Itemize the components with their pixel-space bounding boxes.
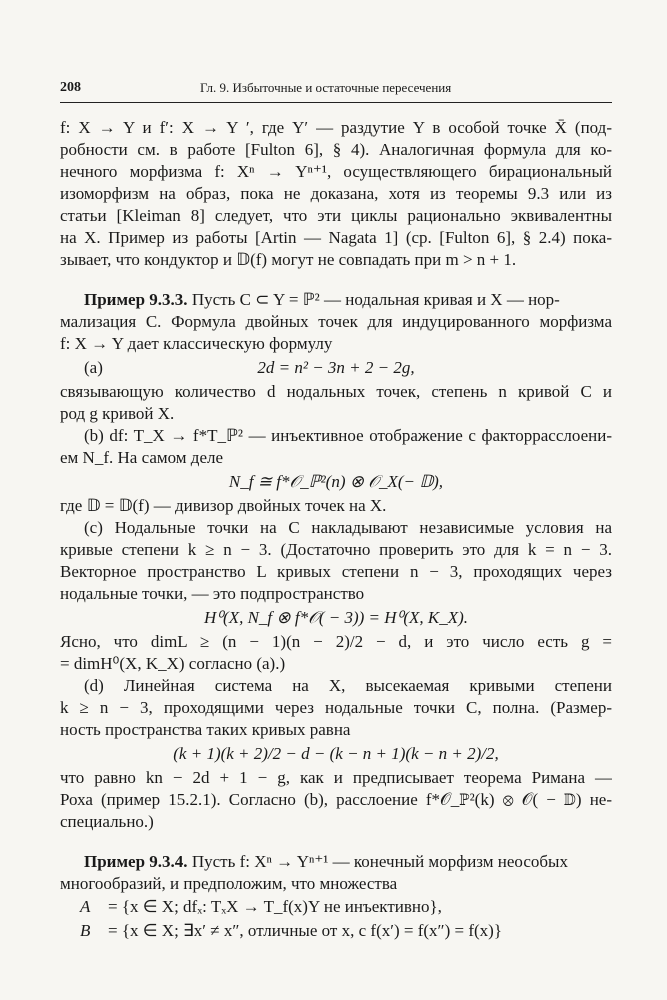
- text-line: что равно kn − 2d + 1 − g, как и предписывает теорема Римана —: [60, 768, 612, 787]
- example-title: Пример 9.3.4.: [84, 852, 188, 871]
- text-line: Пример 9.3.4. Пусть f: Xⁿ → Yⁿ⁺¹ — конечный морфизм неособых: [84, 852, 568, 871]
- text-line: нечного морфизма f: Xⁿ → Yⁿ⁺¹, осуществляющего бирациональный: [60, 162, 612, 181]
- text-line: ность пространства таких кривых равна: [60, 720, 351, 739]
- text-line: Роха (пример 15.2.1). Согласно (b), расслоение f*𝒪_ℙ²(k) ⊗ 𝒪( − 𝔻) не-: [60, 790, 612, 809]
- running-head: Гл. 9. Избыточные и остаточные пересечения: [200, 80, 452, 95]
- text-line: f: X → Y дает классическую формулу: [60, 334, 333, 353]
- text-line: = dimH⁰(X, K_X) согласно (a).): [60, 654, 286, 673]
- text-line: мализация C. Формула двойных точек для индуцированного морфизма: [60, 312, 612, 331]
- set-label: B: [80, 921, 91, 940]
- example-9-3-3: [60, 289, 612, 833]
- text-line: многообразий, и предположим, что множества: [60, 874, 398, 893]
- text-line: зывает, что кондуктор и 𝔻(f) могут не совпадать при m > n + 1.: [60, 250, 517, 269]
- text-line: k ≥ n − 3, проходящими через нодальные точки C, полна. (Размер-: [60, 698, 612, 717]
- text-line: (b) df: T_X → f*T_ℙ² — инъективное отображение с факторрасслоени-: [84, 426, 612, 445]
- text-line: род g кривой X.: [60, 404, 175, 423]
- example-9-3-4: [60, 851, 612, 943]
- page-body: [60, 117, 612, 943]
- text-line: (c) Нодальные точки на C накладывают независимые условия на: [84, 518, 612, 537]
- text-line: f: X → Y и f′: X → Y ′, где Y′ — раздутие Y в особой точке X̄ (под-: [60, 118, 612, 137]
- intro-paragraph: [60, 117, 612, 271]
- text-line: ем N_f. На самом деле: [60, 448, 224, 467]
- text-line: Ясно, что dimL ≥ (n − 1)(n − 2)/2 − d, и это число есть g =: [60, 632, 612, 651]
- set-label: A: [80, 897, 91, 916]
- page-number: 208: [60, 80, 81, 95]
- set-a-definition: [60, 895, 612, 919]
- text-line: на X. Пример из работы [Artin — Nagata 1] (ср. [Fulton 6], § 2.4) пока-: [60, 228, 612, 247]
- text-line: статьи [Kleiman 8] следует, что эти циклы рационально эквивалентны: [60, 206, 612, 225]
- text-line: нодальные точки, — это подпространство: [60, 584, 365, 603]
- equation-d: (k + 1)(k + 2)/2 − d − (k − n + 1)(k − n + 2)/2,: [173, 744, 499, 763]
- equation-b: N_f ≅ f*𝒪_ℙ²(n) ⊗ 𝒪_X(− 𝔻),: [228, 472, 444, 491]
- example-title: Пример 9.3.3.: [84, 290, 188, 309]
- formula: 2d = n² − 3n + 2 − 2g,: [257, 358, 415, 377]
- set-formula: = {x ∈ X; ∃x′ ≠ x″, отличные от x, с f(x′) = f(x″) = f(x)}: [108, 921, 502, 940]
- equation-tag: (a): [84, 358, 103, 377]
- text-line: специально.): [60, 812, 154, 831]
- set-b-definition: [60, 919, 612, 943]
- page-header: [60, 80, 612, 103]
- text-line: где 𝔻 = 𝔻(f) — дивизор двойных точек на X.: [60, 496, 387, 515]
- text-line: кривые степени k ≥ n − 3. (Достаточно проверить это для k = n − 3.: [60, 540, 612, 559]
- text-line: Векторное пространство L кривых степени n − 3, проходящих через: [60, 562, 612, 581]
- equation-a: [60, 355, 612, 381]
- equation-c: H⁰(X, N_f ⊗ f*𝒪( − 3)) = H⁰(X, K_X).: [203, 608, 469, 627]
- text-line: изоморфизм на образ, пока не доказана, хотя из теоремы 9.3 или из: [60, 184, 612, 203]
- text-line: Пример 9.3.3. Пусть C ⊂ Y = ℙ² — нодальная кривая и X — нор-: [84, 290, 560, 309]
- text-line: связывающую количество d нодальных точек, степень n кривой C и: [60, 382, 612, 401]
- text-line: робности см. в работе [Fulton 6], § 4). Аналогичная формула для ко-: [60, 140, 612, 159]
- text-line: (d) Линейная система на X, высекаемая кривыми степени: [84, 676, 612, 695]
- set-formula: = {x ∈ X; dfₓ: TₓX → T_f(x)Y не инъективно},: [108, 897, 442, 916]
